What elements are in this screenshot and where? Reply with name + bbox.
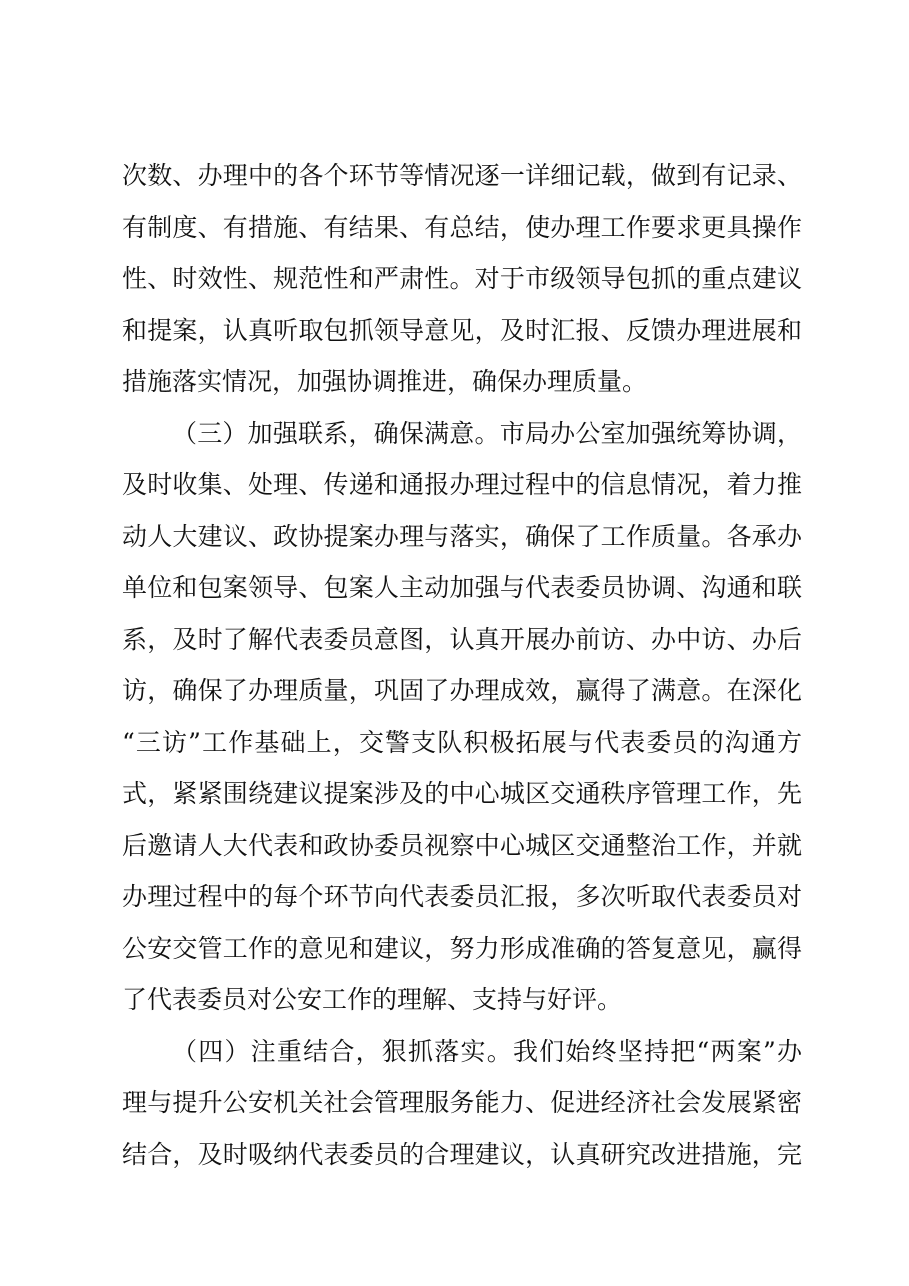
text-line-indented: （四）注重结合，狠抓落实。我们始终坚持把“两案”办 <box>172 1036 802 1066</box>
text-line: 式，紧紧围绕建议提案涉及的中心城区交通秩序管理工作，先 <box>122 779 802 808</box>
text-line-indented: （三）加强联系，确保满意。市局办公室加强统筹协调， <box>172 418 802 448</box>
text-line: 措施落实情况，加强协调推进，确保办理质量。 <box>122 367 648 396</box>
paragraph <box>122 408 802 1026</box>
text-line: 和提案，认真听取包抓领导意见，及时汇报、反馈办理进展和 <box>122 315 802 345</box>
text-line: 后邀请人大代表和政协委员视察中心城区交通整治工作，并就 <box>122 830 802 860</box>
text-line: 动人大建议、政协提案办理与落实，确保了工作质量。各承办 <box>122 521 802 551</box>
paragraph <box>122 1026 802 1181</box>
text-line: 系，及时了解代表委员意图，认真开展办前访、办中访、办后 <box>122 624 802 654</box>
text-line: 单位和包案领导、包案人主动加强与代表委员协调、沟通和联 <box>122 573 802 602</box>
document-body <box>122 150 802 1180</box>
paragraph <box>122 150 802 408</box>
text-line: 有制度、有措施、有结果、有总结，使办理工作要求更具操作 <box>122 212 802 242</box>
text-line: 了代表委员对公安工作的理解、支持与好评。 <box>122 985 623 1014</box>
text-line: 次数、办理中的各个环节等情况逐一详细记载，做到有记录、 <box>122 161 802 190</box>
text-line: “三访”工作基础上，交警支队积极拓展与代表委员的沟通方 <box>122 727 802 757</box>
text-line: 访，确保了办理质量，巩固了办理成效，赢得了满意。在深化 <box>122 676 802 705</box>
text-line: 办理过程中的每个环节向代表委员汇报，多次听取代表委员对 <box>122 882 802 911</box>
text-line: 公安交管工作的意见和建议，努力形成准确的答复意见，赢得 <box>122 933 802 963</box>
text-line: 理与提升公安机关社会管理服务能力、促进经济社会发展紧密 <box>122 1088 802 1117</box>
text-line: 性、时效性、规范性和严肃性。对于市级领导包抓的重点建议 <box>122 264 802 293</box>
text-line: 结合，及时吸纳代表委员的合理建议，认真研究改进措施，完 <box>122 1139 802 1169</box>
text-line: 及时收集、处理、传递和通报办理过程中的信息情况，着力推 <box>122 470 802 499</box>
